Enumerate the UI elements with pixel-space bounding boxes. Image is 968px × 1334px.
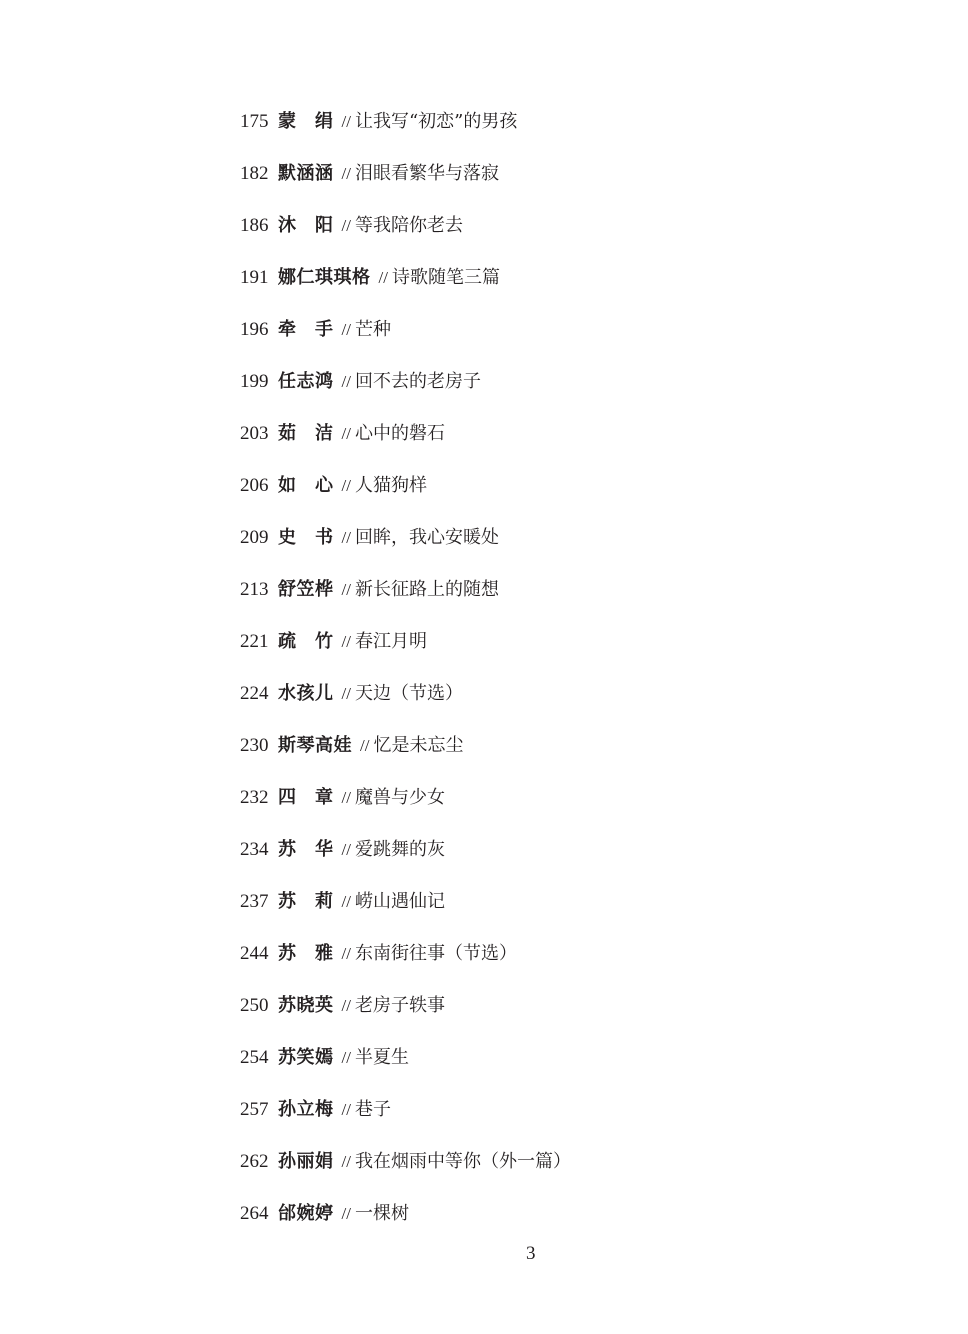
entry-author: 蒙 绢 [278, 111, 334, 132]
entry-author: 牵 手 [278, 319, 334, 340]
entry-page-number: 186 [240, 215, 269, 236]
entry-separator: // [341, 320, 351, 339]
entry-page-number: 250 [240, 995, 269, 1016]
entry-author: 苏晓英 [278, 995, 334, 1016]
toc-entry [240, 468, 880, 520]
entry-page-number: 234 [240, 839, 269, 860]
entry-author: 沐 阳 [278, 215, 334, 236]
entry-page-number: 203 [240, 423, 269, 444]
entry-separator: // [341, 1048, 351, 1067]
entry-author: 水孩儿 [278, 683, 334, 704]
entry-title: 忆是未忘尘 [373, 735, 464, 756]
entry-separator: // [378, 268, 388, 287]
entry-title: 人猫狗样 [354, 475, 427, 496]
toc-entry [240, 728, 880, 780]
entry-author: 如 心 [278, 475, 334, 496]
entry-title: 爱跳舞的灰 [354, 839, 445, 860]
toc-entry [240, 416, 880, 468]
entry-separator: // [341, 1100, 351, 1119]
entry-author: 疏 竹 [278, 631, 334, 652]
entry-title: 魔兽与少女 [354, 787, 445, 808]
entry-author: 苏笑嫣 [278, 1047, 334, 1068]
toc-entry [240, 676, 880, 728]
entry-page-number: 230 [240, 735, 269, 756]
entry-author: 默涵涵 [278, 163, 334, 184]
toc-entry [240, 364, 880, 416]
table-of-contents [240, 104, 880, 1248]
page-number: 3 [526, 1243, 536, 1264]
entry-author: 苏 莉 [278, 891, 334, 912]
entry-title: 诗歌随笔三篇 [391, 267, 500, 288]
toc-entry [240, 312, 880, 364]
toc-entry [240, 156, 880, 208]
entry-title: 崂山遇仙记 [354, 891, 445, 912]
entry-title: 一棵树 [354, 1203, 409, 1224]
entry-author: 四 章 [278, 787, 334, 808]
toc-entry [240, 520, 880, 572]
entry-page-number: 224 [240, 683, 269, 704]
entry-separator: // [360, 736, 370, 755]
entry-page-number: 257 [240, 1099, 269, 1120]
entry-author: 娜仁琪琪格 [278, 267, 371, 288]
toc-entry [240, 780, 880, 832]
entry-separator: // [341, 164, 351, 183]
entry-separator: // [341, 580, 351, 599]
entry-separator: // [341, 840, 351, 859]
entry-title: 天边（节选） [354, 683, 463, 704]
entry-separator: // [341, 112, 351, 131]
entry-author: 任志鸿 [278, 371, 334, 392]
entry-separator: // [341, 996, 351, 1015]
toc-entry [240, 1144, 880, 1196]
toc-entry [240, 1092, 880, 1144]
entry-page-number: 206 [240, 475, 269, 496]
entry-title: 等我陪你老去 [354, 215, 463, 236]
entry-page-number: 196 [240, 319, 269, 340]
entry-separator: // [341, 684, 351, 703]
entry-author: 斯琴高娃 [278, 735, 352, 756]
entry-page-number: 244 [240, 943, 269, 964]
entry-separator: // [341, 216, 351, 235]
entry-title: 巷子 [354, 1099, 391, 1120]
entry-separator: // [341, 476, 351, 495]
entry-separator: // [341, 1152, 351, 1171]
entry-page-number: 232 [240, 787, 269, 808]
entry-page-number: 182 [240, 163, 269, 184]
toc-entry [240, 936, 880, 988]
entry-title: 回眸，我心安暖处 [354, 527, 499, 548]
entry-separator: // [341, 528, 351, 547]
entry-title: 泪眼看繁华与落寂 [354, 163, 499, 184]
entry-author: 苏 雅 [278, 943, 334, 964]
entry-separator: // [341, 944, 351, 963]
entry-author: 茹 洁 [278, 423, 334, 444]
entry-author: 苏 华 [278, 839, 334, 860]
entry-title: 半夏生 [354, 1047, 409, 1068]
toc-entry [240, 260, 880, 312]
entry-author: 邰婉婷 [278, 1203, 334, 1224]
entry-page-number: 262 [240, 1151, 269, 1172]
entry-title: 芒种 [354, 319, 391, 340]
toc-entry [240, 624, 880, 676]
toc-entry [240, 832, 880, 884]
toc-entry [240, 1040, 880, 1092]
toc-entry [240, 884, 880, 936]
entry-page-number: 209 [240, 527, 269, 548]
entry-page-number: 199 [240, 371, 269, 392]
toc-entry [240, 988, 880, 1040]
entry-page-number: 213 [240, 579, 269, 600]
entry-author: 史 书 [278, 527, 334, 548]
entry-separator: // [341, 424, 351, 443]
entry-separator: // [341, 372, 351, 391]
entry-title: 东南街往事（节选） [354, 943, 517, 964]
toc-entry [240, 572, 880, 624]
entry-separator: // [341, 788, 351, 807]
entry-page-number: 254 [240, 1047, 269, 1068]
entry-author: 舒笠桦 [278, 579, 334, 600]
toc-entry [240, 208, 880, 260]
entry-page-number: 264 [240, 1203, 269, 1224]
entry-page-number: 175 [240, 111, 269, 132]
toc-entry [240, 1196, 880, 1248]
entry-page-number: 191 [240, 267, 269, 288]
entry-title: 新长征路上的随想 [354, 579, 499, 600]
entry-page-number: 221 [240, 631, 269, 652]
entry-author: 孙丽娟 [278, 1151, 334, 1172]
entry-title: 回不去的老房子 [354, 371, 481, 392]
entry-title: 老房子轶事 [354, 995, 445, 1016]
entry-title: 春江月明 [354, 631, 427, 652]
entry-title: 让我写“初恋”的男孩 [354, 111, 518, 132]
entry-title: 我在烟雨中等你（外一篇） [354, 1151, 571, 1172]
entry-author: 孙立梅 [278, 1099, 334, 1120]
entry-separator: // [341, 1204, 351, 1223]
entry-title: 心中的磐石 [354, 423, 445, 444]
toc-entry [240, 104, 880, 156]
entry-separator: // [341, 892, 351, 911]
entry-page-number: 237 [240, 891, 269, 912]
entry-separator: // [341, 632, 351, 651]
